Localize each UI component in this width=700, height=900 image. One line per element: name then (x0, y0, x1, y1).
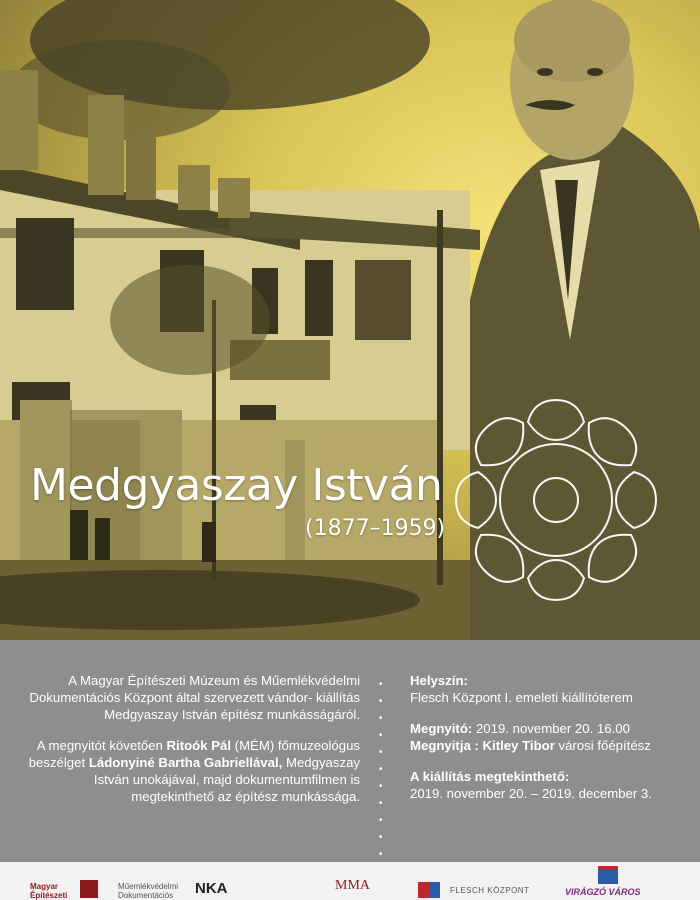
memd-logo-icon (80, 880, 98, 898)
opening-value: 2019. november 20. 16.00 (472, 721, 630, 736)
viewing-value: 2019. november 20. – 2019. december 3. (410, 786, 652, 801)
guest-name: Ládonyiné Bartha Gabriellával, (88, 755, 283, 770)
exhibition-years: (1877–1959) (305, 516, 446, 541)
description-text: Medgyaszay István unokájával, majd dokumentumfilmen is megtekinthető az építész munkássága. (93, 755, 360, 804)
flesch-logo: FLESCH KÖZPONT (450, 886, 530, 895)
viewing-block (410, 768, 695, 802)
exhibition-title: Medgyaszay István (30, 460, 443, 511)
venue-block (410, 672, 695, 706)
details (410, 672, 695, 816)
mem-logo: Magyar Építészeti (30, 882, 68, 900)
info-panel (0, 640, 700, 900)
venue-value: Flesch Központ I. emeleti kiállítóterem (410, 690, 633, 705)
sponsor-logo-strip (0, 862, 700, 900)
opener-label: Megnyitja : Kitley Tibor (410, 738, 555, 753)
memd-logo: Műemlékvédelmi Dokumentációs (118, 882, 179, 900)
opener-value: városi főépítész (554, 738, 651, 753)
description-paragraph-2 (25, 737, 360, 805)
nka-logo: NKA (195, 880, 228, 897)
description-paragraph-1: A Magyar Építészeti Múzeum és Műemlékvédelmi Dokumentációs Központ által szervezett vándor- kiállítás Medgyaszay István építész munkásságáról. (29, 673, 360, 722)
viewing-label: A kiállítás megtekinthető: (410, 769, 570, 784)
flesch-logo-icon (418, 882, 440, 898)
bullet-column: • • • • • • • • • • • (379, 679, 383, 860)
opening-label: Megnyitó: (410, 721, 473, 736)
description-text: (MÉM) főmuzeológus beszélget (28, 738, 360, 770)
curator-name: Ritoók Pál (166, 738, 232, 753)
description (25, 672, 360, 819)
viragzo-varos-logo: VIRÁGZÓ VÁROS (565, 887, 641, 897)
mma-logo: MMA (335, 878, 371, 893)
viragzo-varos-logo-icon (598, 866, 618, 884)
venue-label: Helyszín: (410, 673, 468, 688)
description-text: A megnyitót követően (36, 738, 167, 753)
opening-block (410, 720, 695, 754)
